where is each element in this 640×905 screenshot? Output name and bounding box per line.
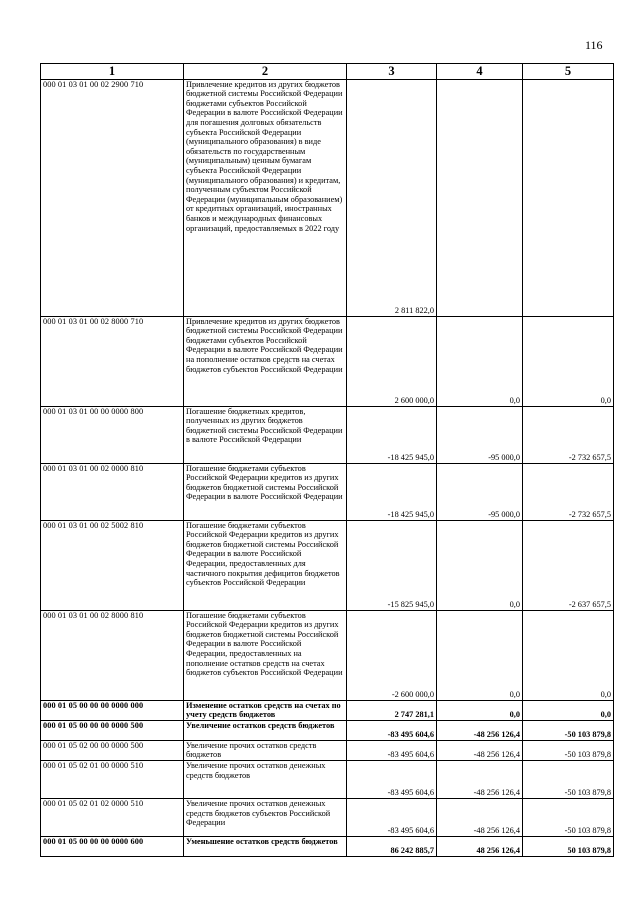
budget-code-cell: 000 01 03 01 00 00 0000 800: [41, 406, 184, 463]
value-2023-cell: -48 256 126,4: [437, 720, 523, 740]
value-2024-cell: 0,0: [523, 610, 614, 700]
table-row: [41, 836, 614, 856]
value-2022-cell: -83 495 604,6: [347, 760, 437, 798]
value-2024-cell: -50 103 879,8: [523, 740, 614, 760]
value-2023-cell: 0,0: [437, 610, 523, 700]
budget-code-cell: 000 01 05 00 00 00 0000 600: [41, 836, 184, 856]
budget-code-cell: 000 01 05 02 01 00 0000 510: [41, 760, 184, 798]
value-2023-cell: -48 256 126,4: [437, 740, 523, 760]
value-2022-cell: -18 425 945,0: [347, 406, 437, 463]
value-2022-cell: -83 495 604,6: [347, 740, 437, 760]
value-2023-cell: -48 256 126,4: [437, 760, 523, 798]
value-2022-cell: -83 495 604,6: [347, 798, 437, 836]
page-number: 116: [585, 38, 603, 52]
value-2024-cell: -50 103 879,8: [523, 760, 614, 798]
value-2022-cell: -2 600 000,0: [347, 610, 437, 700]
value-2024-cell: -2 637 657,5: [523, 520, 614, 610]
description-cell: Увеличение прочих остатков средств бюджетов: [184, 740, 347, 760]
budget-code-cell: 000 01 05 00 00 00 0000 000: [41, 700, 184, 720]
budget-code-cell: 000 01 05 02 01 02 0000 510: [41, 798, 184, 836]
value-2023-cell: 0,0: [437, 520, 523, 610]
value-2023-cell: 0,0: [437, 316, 523, 406]
budget-sources-table: [40, 63, 614, 857]
value-2023-cell: 48 256 126,4: [437, 836, 523, 856]
value-2023-cell: -95 000,0: [437, 463, 523, 520]
description-cell: Погашение бюджетных кредитов, полученных из других бюджетов бюджетной системы Российской Федерации в валюте Российской Федерации: [184, 406, 347, 463]
table-row: [41, 798, 614, 836]
budget-code-cell: 000 01 05 02 00 00 0000 500: [41, 740, 184, 760]
table-row: [41, 316, 614, 406]
value-2022-cell: -83 495 604,6: [347, 720, 437, 740]
description-cell: Увеличение остатков средств бюджетов: [184, 720, 347, 740]
budget-code-cell: 000 01 03 01 00 02 2900 710: [41, 79, 184, 316]
description-cell: Погашение бюджетами субъектов Российской Федерации кредитов из других бюджетов бюджетной системы Российской Федерации в валюте Российской Федерации: [184, 463, 347, 520]
value-2024-cell: -2 732 657,5: [523, 463, 614, 520]
budget-code-cell: 000 01 03 01 00 02 8000 710: [41, 316, 184, 406]
value-2023-cell: -95 000,0: [437, 406, 523, 463]
value-2022-cell: -15 825 945,0: [347, 520, 437, 610]
table-row: [41, 463, 614, 520]
description-cell: Уменьшение остатков средств бюджетов: [184, 836, 347, 856]
column-header-4: 4: [437, 64, 523, 80]
description-cell: Увеличение прочих остатков денежных средств бюджетов: [184, 760, 347, 798]
table-header-row: [41, 64, 614, 80]
description-cell: Увеличение прочих остатков денежных средств бюджетов субъектов Российской Федерации: [184, 798, 347, 836]
description-cell: Погашение бюджетами субъектов Российской Федерации кредитов из других бюджетов бюджетной системы Российской Федерации в валюте Российской Федерации, предоставленных для частичного покрытия дефицитов бюджетов субъектов Российской Федерации: [184, 520, 347, 610]
table-row: [41, 520, 614, 610]
value-2023-cell: -48 256 126,4: [437, 798, 523, 836]
value-2022-cell: 2 811 822,0: [347, 79, 437, 316]
table-row: [41, 610, 614, 700]
value-2024-cell: 0,0: [523, 316, 614, 406]
value-2022-cell: -18 425 945,0: [347, 463, 437, 520]
description-cell: Привлечение кредитов из других бюджетов бюджетной системы Российской Федерации бюджетами субъектов Российской Федерации в валюте Российской Федерации на пополнение остатков средств на счетах бюджетов субъектов Российской Федерации: [184, 316, 347, 406]
value-2024-cell: [523, 79, 614, 316]
value-2022-cell: 2 600 000,0: [347, 316, 437, 406]
value-2023-cell: [437, 79, 523, 316]
column-header-2: 2: [184, 64, 347, 80]
column-header-5: 5: [523, 64, 614, 80]
column-header-3: 3: [347, 64, 437, 80]
description-cell: Погашение бюджетами субъектов Российской Федерации кредитов из других бюджетов бюджетной системы Российской Федерации в валюте Российской Федерации, предоставленных на пополнение остатков средств на счетах бюджетов субъектов Российской Федерации: [184, 610, 347, 700]
value-2024-cell: -50 103 879,8: [523, 720, 614, 740]
table-row: [41, 740, 614, 760]
description-cell: Изменение остатков средств на счетах по учету средств бюджетов: [184, 700, 347, 720]
table-row: [41, 720, 614, 740]
value-2023-cell: 0,0: [437, 700, 523, 720]
value-2024-cell: -2 732 657,5: [523, 406, 614, 463]
value-2024-cell: -50 103 879,8: [523, 798, 614, 836]
value-2022-cell: 86 242 885,7: [347, 836, 437, 856]
value-2024-cell: 50 103 879,8: [523, 836, 614, 856]
table-row: [41, 406, 614, 463]
table-row: [41, 79, 614, 316]
table-row: [41, 700, 614, 720]
column-header-1: 1: [41, 64, 184, 80]
description-cell: Привлечение кредитов из других бюджетов бюджетной системы Российской Федерации бюджетами субъектов Российской Федерации в валюте Российской Федерации для погашения долговых обязательств субъекта Российской Федерации (муниципального образования) в виде обязательств по государственным (муниципальным) ценным бумагам субъекта Российской Федерации (муниципального образования) и кредитам, полученным субъектом Российской Федерации (муниципальным образованием) от кредитных организаций, иностранных банков и международных финансовых организаций, предоставляемых в 2022 году: [184, 79, 347, 316]
value-2024-cell: 0,0: [523, 700, 614, 720]
budget-code-cell: 000 01 03 01 00 02 8000 810: [41, 610, 184, 700]
budget-code-cell: 000 01 03 01 00 02 5002 810: [41, 520, 184, 610]
table-row: [41, 760, 614, 798]
value-2022-cell: 2 747 281,1: [347, 700, 437, 720]
budget-code-cell: 000 01 05 00 00 00 0000 500: [41, 720, 184, 740]
budget-code-cell: 000 01 03 01 00 02 0000 810: [41, 463, 184, 520]
